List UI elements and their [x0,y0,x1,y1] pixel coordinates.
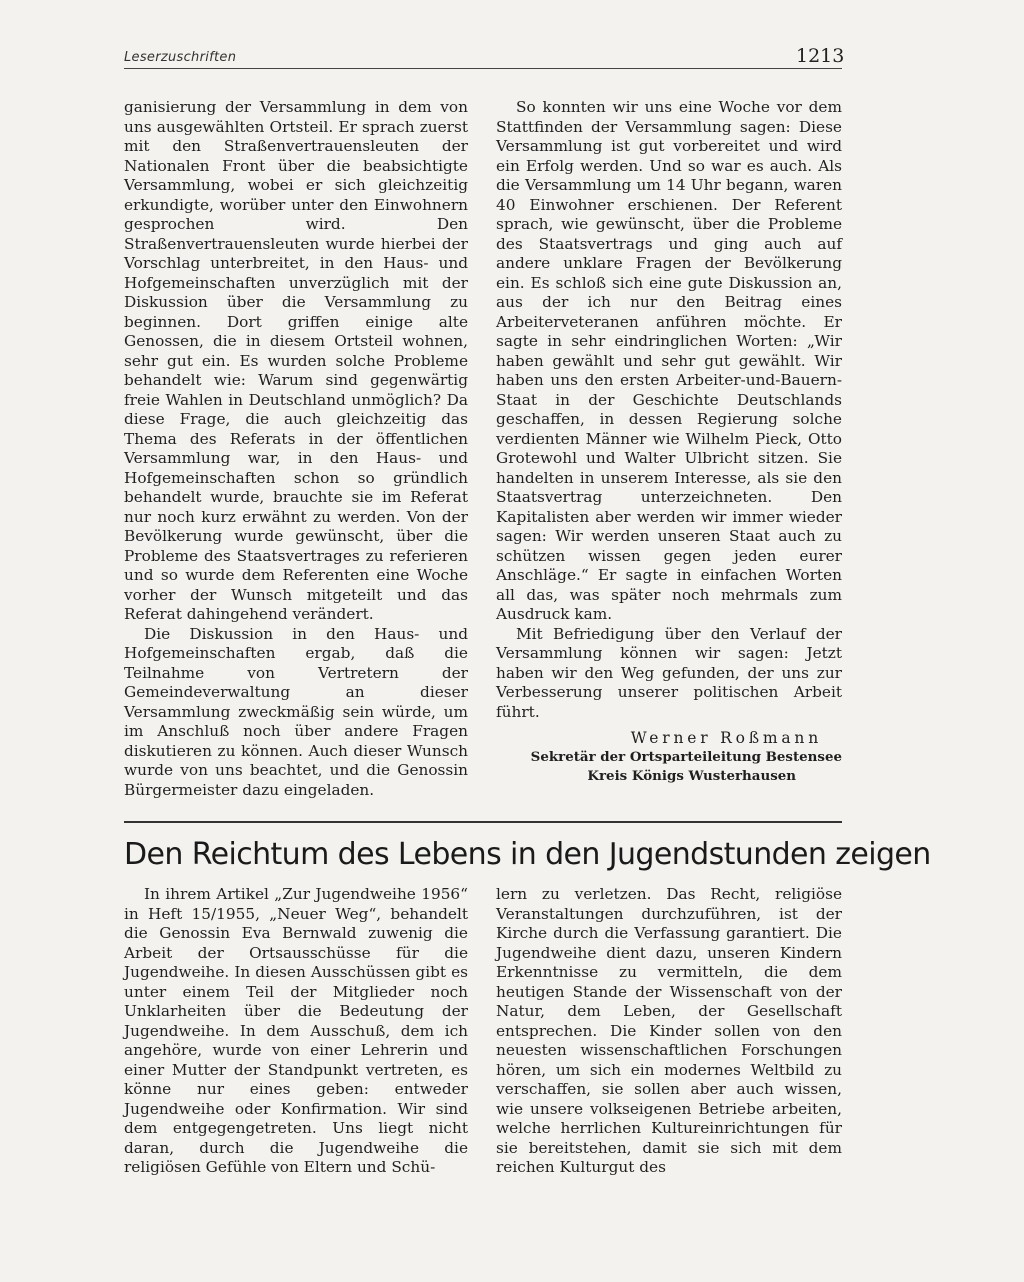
signature-block [496,728,842,786]
article-divider [124,821,842,823]
paragraph: lern zu verletzen. Das Recht, religiöse Veranstaltungen durchzuführen, ist der Kirche durch die Verfassung garantiert. Die Jugendweihe dient dazu, unseren Kindern Erkenntnisse zu vermitteln, die dem heutigen Stande der Wissenschaft von der Natur, dem Leben, der Gesellschaft entsprechen. Die Kinder sollen von den neuesten wissenschaftlichen Forschungen hören, um sich ein modernes Weltbild zu verschaffen, sie sollen aber auch wissen, wie unsere volkseigenen Betriebe arbeiten, welche herrlichen Kultureinrichtungen für sie bereitstehen, damit sie sich mit dem reichen Kulturgut des [496,885,842,1176]
paragraph: Mit Befriedigung über den Verlauf der Versammlung können wir sagen: Jetzt haben wir den Weg gefunden, der uns zur Verbesserung unserer politischen Arbeit führt. [496,624,842,721]
paragraph: Die Diskussion in den Haus- und Hofgemeinschaften ergab, daß die Teilnahme von Vertretern der Gemeindeverwaltung an dieser Versammlung zweckmäßig sein würde, um im Anschluß noch über andere Fragen diskutieren zu können. Auch dieser Wunsch wurde von uns beachtet, und die Genossin Bürgermeister dazu eingeladen. [124,624,468,799]
letter-column-left [124,98,468,800]
paragraph: So konnten wir uns eine Woche vor dem Stattfinden der Versammlung sagen: Diese Versammlung ist gut vorbereitet und wird ein Erfolg werden. Und so war es auch. Als die Versammlung um 14 Uhr begann, waren 40 Einwohner erschienen. Der Referent sprach, wie gewünscht, über die Probleme des Staatsvertrags und ging auch auf andere unklare Fragen der Bevölkerung ein. Es schloß sich eine gute Diskussion an, aus der ich nur den Beitrag eines Arbeiterveteranen anführen möchte. Er sagte in sehr eindringlichen Worten: „Wir haben gewählt und sehr gut gewählt. Wir haben uns den ersten Arbeiter-und-Bauern-Staat in der Geschichte Deutschlands geschaffen, in dessen Regierung solche verdienten Männer wie Wilhelm Pieck, Otto Grotewohl und Walter Ulbricht sitzen. Sie handelten in unserem Interesse, als sie den Staatsvertrag unterzeichneten. Den Kapitalisten aber werden wir immer wieder sagen: Wir werden unseren Staat auch zu schützen wissen gegen jeden eurer Anschläge.“ Er sagte in einfachen Worten all das, was später noch mehrmals zum Ausdruck kam. [496,98,842,623]
running-head: Leserzuschriften [124,50,237,65]
page-number: 1213 [796,45,845,67]
article-column-right [496,885,842,1178]
article-title: Den Reichtum des Lebens in den Jugendstunden zeigen [124,837,931,872]
paragraph: ganisierung der Versammlung in dem von uns ausgewählten Ortsteil. Er sprach zuerst mit den Straßenvertrauensleuten der Nationalen Front über die beabsichtigte Versammlung, wobei er sich gleichzeitig erkundigte, worüber unter den Einwohnern gesprochen wird. Den Straßenvertrauensleuten wurde hierbei der Vorschlag unterbreitet, in den Haus- und Hofgemeinschaften unverzüglich mit der Diskussion über die Versammlung zu beginnen. Dort griffen einige alte Genossen, die in diesem Ortsteil wohnen, sehr gut ein. Es wurden solche Probleme behandelt wie: Warum sind gegenwärtig freie Wahlen in Deutschland unmöglich? Da diese Frage, die auch gleichzeitig das Thema des Referats in der öffentlichen Versammlung war, in den Haus- und Hofgemeinschaften schon so gründlich behandelt wurde, brauchte sie im Referat nur noch kurz erwähnt zu werden. Von der Bevölkerung wurde gewünscht, über die Probleme des Staatsvertrages zu referieren und so wurde dem Referenten eine Woche vorher der Wunsch mitgeteilt und das Referat dahingehend verändert. [124,98,468,623]
author-role: Sekretär der Ortsparteileitung Bestensee [530,749,842,765]
author-name: Werner Roßmann [630,729,822,747]
paragraph: In ihrem Artikel „Zur Jugendweihe 1956“ in Heft 15/1955, „Neuer Weg“, behandelt die Genossin Eva Bernwald zuwenig die Arbeit der Ortsausschüsse für die Jugendweihe. In diesen Ausschüssen gibt es unter einem Teil der Mitglieder noch Unklarheiten über die Bedeutung der Jugendweihe. In dem Ausschuß, dem ich angehöre, wurde von einer Lehrerin und einer Mutter der Standpunkt vertreten, es könne nur eines geben: entweder Jugendweihe oder Konfirmation. Wir sind dem entgegengetreten. Uns liegt nicht daran, durch die Jugendweihe die religiösen Gefühle von Eltern und Schü- [124,885,468,1176]
article-column-left [124,885,468,1178]
letter-column-right [496,98,842,786]
header-rule [124,68,842,69]
author-place: Kreis Königs Wusterhausen [587,768,796,784]
